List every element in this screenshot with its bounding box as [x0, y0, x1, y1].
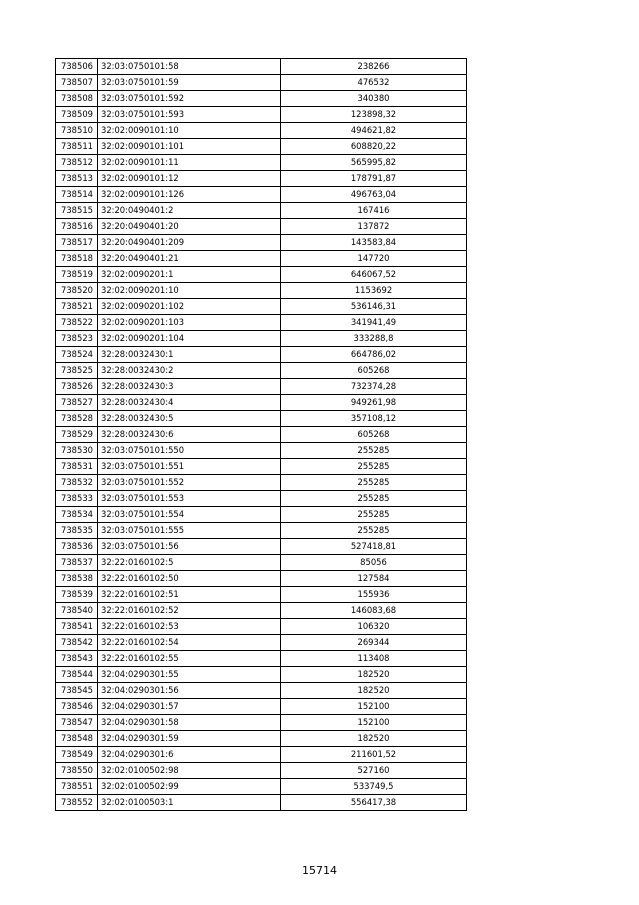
value-cell: 527160 [281, 763, 467, 779]
value-cell: 143583,84 [281, 235, 467, 251]
row-id-cell: 738534 [56, 507, 98, 523]
table-row [56, 539, 467, 555]
table-row [56, 91, 467, 107]
row-id-cell: 738546 [56, 699, 98, 715]
value-cell: 182520 [281, 683, 467, 699]
row-id-cell: 738536 [56, 539, 98, 555]
row-id-cell: 738524 [56, 347, 98, 363]
table-row [56, 315, 467, 331]
table-row [56, 523, 467, 539]
value-cell: 476532 [281, 75, 467, 91]
cadastral-number-cell: 32:28:0032430:4 [98, 395, 281, 411]
value-cell: 608820,22 [281, 139, 467, 155]
table-row [56, 667, 467, 683]
table-row [56, 603, 467, 619]
row-id-cell: 738528 [56, 411, 98, 427]
table-row [56, 555, 467, 571]
cadastral-number-cell: 32:03:0750101:554 [98, 507, 281, 523]
cadastral-number-cell: 32:04:0290301:55 [98, 667, 281, 683]
row-id-cell: 738510 [56, 123, 98, 139]
row-id-cell: 738532 [56, 475, 98, 491]
table-row [56, 171, 467, 187]
value-cell: 146083,68 [281, 603, 467, 619]
row-id-cell: 738511 [56, 139, 98, 155]
cadastral-number-cell: 32:04:0290301:59 [98, 731, 281, 747]
row-id-cell: 738535 [56, 523, 98, 539]
value-cell: 333288,8 [281, 331, 467, 347]
row-id-cell: 738545 [56, 683, 98, 699]
value-cell: 357108,12 [281, 411, 467, 427]
table-row [56, 251, 467, 267]
value-cell: 496763,04 [281, 187, 467, 203]
row-id-cell: 738549 [56, 747, 98, 763]
table-row [56, 459, 467, 475]
value-cell: 664786,02 [281, 347, 467, 363]
row-id-cell: 738544 [56, 667, 98, 683]
value-cell: 255285 [281, 475, 467, 491]
table-row [56, 123, 467, 139]
cadastral-number-cell: 32:02:0090201:103 [98, 315, 281, 331]
value-cell: 255285 [281, 507, 467, 523]
table-row [56, 795, 467, 811]
cadastral-number-cell: 32:03:0750101:593 [98, 107, 281, 123]
cadastral-number-cell: 32:04:0290301:56 [98, 683, 281, 699]
row-id-cell: 738533 [56, 491, 98, 507]
cadastral-number-cell: 32:22:0160102:51 [98, 587, 281, 603]
table-row [56, 299, 467, 315]
row-id-cell: 738515 [56, 203, 98, 219]
value-cell: 137872 [281, 219, 467, 235]
row-id-cell: 738521 [56, 299, 98, 315]
table-row [56, 139, 467, 155]
value-cell: 167416 [281, 203, 467, 219]
cadastral-number-cell: 32:02:0090101:126 [98, 187, 281, 203]
table-body [56, 59, 467, 811]
table-row [56, 411, 467, 427]
cadastral-number-cell: 32:28:0032430:6 [98, 427, 281, 443]
table-row [56, 187, 467, 203]
value-cell: 340380 [281, 91, 467, 107]
table-row [56, 235, 467, 251]
cadastral-number-cell: 32:28:0032430:3 [98, 379, 281, 395]
table-row [56, 475, 467, 491]
value-cell: 152100 [281, 699, 467, 715]
value-cell: 605268 [281, 363, 467, 379]
cadastral-number-cell: 32:03:0750101:555 [98, 523, 281, 539]
value-cell: 1153692 [281, 283, 467, 299]
value-cell: 182520 [281, 667, 467, 683]
table-row [56, 587, 467, 603]
value-cell: 85056 [281, 555, 467, 571]
row-id-cell: 738543 [56, 651, 98, 667]
cadastral-number-cell: 32:28:0032430:2 [98, 363, 281, 379]
cadastral-number-cell: 32:20:0490401:21 [98, 251, 281, 267]
table-row [56, 107, 467, 123]
cadastral-number-cell: 32:22:0160102:55 [98, 651, 281, 667]
value-cell: 527418,81 [281, 539, 467, 555]
value-cell: 182520 [281, 731, 467, 747]
page-number: 15714 [302, 864, 337, 877]
cadastral-number-cell: 32:22:0160102:54 [98, 635, 281, 651]
cadastral-number-cell: 32:03:0750101:552 [98, 475, 281, 491]
cadastral-number-cell: 32:22:0160102:5 [98, 555, 281, 571]
table-row [56, 763, 467, 779]
table-row [56, 779, 467, 795]
row-id-cell: 738520 [56, 283, 98, 299]
cadastral-value-table [55, 58, 467, 811]
cadastral-number-cell: 32:02:0100502:99 [98, 779, 281, 795]
value-cell: 556417,38 [281, 795, 467, 811]
value-cell: 211601,52 [281, 747, 467, 763]
cadastral-number-cell: 32:03:0750101:58 [98, 59, 281, 75]
value-cell: 269344 [281, 635, 467, 651]
table-row [56, 75, 467, 91]
value-cell: 565995,82 [281, 155, 467, 171]
value-cell: 147720 [281, 251, 467, 267]
table-row [56, 395, 467, 411]
cadastral-number-cell: 32:03:0750101:592 [98, 91, 281, 107]
cadastral-number-cell: 32:02:0100502:98 [98, 763, 281, 779]
cadastral-number-cell: 32:03:0750101:551 [98, 459, 281, 475]
value-cell: 533749,5 [281, 779, 467, 795]
table-row [56, 731, 467, 747]
row-id-cell: 738517 [56, 235, 98, 251]
table-row [56, 331, 467, 347]
value-cell: 646067,52 [281, 267, 467, 283]
value-cell: 536146,31 [281, 299, 467, 315]
value-cell: 155936 [281, 587, 467, 603]
cadastral-number-cell: 32:28:0032430:5 [98, 411, 281, 427]
value-cell: 732374,28 [281, 379, 467, 395]
cadastral-number-cell: 32:02:0090201:102 [98, 299, 281, 315]
row-id-cell: 738509 [56, 107, 98, 123]
cadastral-number-cell: 32:22:0160102:53 [98, 619, 281, 635]
row-id-cell: 738523 [56, 331, 98, 347]
cadastral-number-cell: 32:28:0032430:1 [98, 347, 281, 363]
row-id-cell: 738531 [56, 459, 98, 475]
row-id-cell: 738508 [56, 91, 98, 107]
table-row [56, 619, 467, 635]
cadastral-number-cell: 32:02:0090101:12 [98, 171, 281, 187]
table-row [56, 379, 467, 395]
table-row [56, 427, 467, 443]
row-id-cell: 738537 [56, 555, 98, 571]
table-row [56, 59, 467, 75]
table-row [56, 267, 467, 283]
cadastral-number-cell: 32:03:0750101:550 [98, 443, 281, 459]
table-row [56, 715, 467, 731]
table-row [56, 507, 467, 523]
row-id-cell: 738525 [56, 363, 98, 379]
row-id-cell: 738512 [56, 155, 98, 171]
row-id-cell: 738551 [56, 779, 98, 795]
cadastral-number-cell: 32:03:0750101:553 [98, 491, 281, 507]
row-id-cell: 738552 [56, 795, 98, 811]
table-row [56, 699, 467, 715]
value-cell: 341941,49 [281, 315, 467, 331]
row-id-cell: 738514 [56, 187, 98, 203]
row-id-cell: 738542 [56, 635, 98, 651]
table-row [56, 219, 467, 235]
row-id-cell: 738507 [56, 75, 98, 91]
row-id-cell: 738541 [56, 619, 98, 635]
row-id-cell: 738538 [56, 571, 98, 587]
table-row [56, 347, 467, 363]
row-id-cell: 738548 [56, 731, 98, 747]
cadastral-number-cell: 32:03:0750101:59 [98, 75, 281, 91]
value-cell: 238266 [281, 59, 467, 75]
row-id-cell: 738526 [56, 379, 98, 395]
value-cell: 178791,87 [281, 171, 467, 187]
cadastral-number-cell: 32:20:0490401:209 [98, 235, 281, 251]
table-row [56, 363, 467, 379]
value-cell: 494621,82 [281, 123, 467, 139]
table-row [56, 491, 467, 507]
row-id-cell: 738550 [56, 763, 98, 779]
value-cell: 949261,98 [281, 395, 467, 411]
table-row [56, 635, 467, 651]
cadastral-number-cell: 32:20:0490401:2 [98, 203, 281, 219]
value-cell: 152100 [281, 715, 467, 731]
value-cell: 255285 [281, 523, 467, 539]
cadastral-number-cell: 32:02:0090201:104 [98, 331, 281, 347]
row-id-cell: 738516 [56, 219, 98, 235]
table-row [56, 571, 467, 587]
value-cell: 255285 [281, 443, 467, 459]
value-cell: 255285 [281, 459, 467, 475]
cadastral-number-cell: 32:04:0290301:58 [98, 715, 281, 731]
value-cell: 123898,32 [281, 107, 467, 123]
cadastral-number-cell: 32:02:0090201:1 [98, 267, 281, 283]
table-row [56, 683, 467, 699]
table-row [56, 747, 467, 763]
value-cell: 127584 [281, 571, 467, 587]
cadastral-number-cell: 32:03:0750101:56 [98, 539, 281, 555]
value-cell: 605268 [281, 427, 467, 443]
row-id-cell: 738530 [56, 443, 98, 459]
cadastral-number-cell: 32:02:0090101:10 [98, 123, 281, 139]
row-id-cell: 738522 [56, 315, 98, 331]
table-row [56, 651, 467, 667]
cadastral-number-cell: 32:04:0290301:6 [98, 747, 281, 763]
cadastral-number-cell: 32:20:0490401:20 [98, 219, 281, 235]
row-id-cell: 738539 [56, 587, 98, 603]
row-id-cell: 738540 [56, 603, 98, 619]
cadastral-number-cell: 32:02:0090101:11 [98, 155, 281, 171]
cadastral-number-cell: 32:02:0090201:10 [98, 283, 281, 299]
cadastral-number-cell: 32:22:0160102:50 [98, 571, 281, 587]
row-id-cell: 738547 [56, 715, 98, 731]
row-id-cell: 738513 [56, 171, 98, 187]
row-id-cell: 738529 [56, 427, 98, 443]
table-row [56, 283, 467, 299]
row-id-cell: 738527 [56, 395, 98, 411]
row-id-cell: 738518 [56, 251, 98, 267]
cadastral-number-cell: 32:02:0100503:1 [98, 795, 281, 811]
table-row [56, 443, 467, 459]
row-id-cell: 738506 [56, 59, 98, 75]
table-row [56, 203, 467, 219]
value-cell: 113408 [281, 651, 467, 667]
table-row [56, 155, 467, 171]
value-cell: 255285 [281, 491, 467, 507]
cadastral-number-cell: 32:22:0160102:52 [98, 603, 281, 619]
value-cell: 106320 [281, 619, 467, 635]
cadastral-number-cell: 32:04:0290301:57 [98, 699, 281, 715]
cadastral-number-cell: 32:02:0090101:101 [98, 139, 281, 155]
row-id-cell: 738519 [56, 267, 98, 283]
